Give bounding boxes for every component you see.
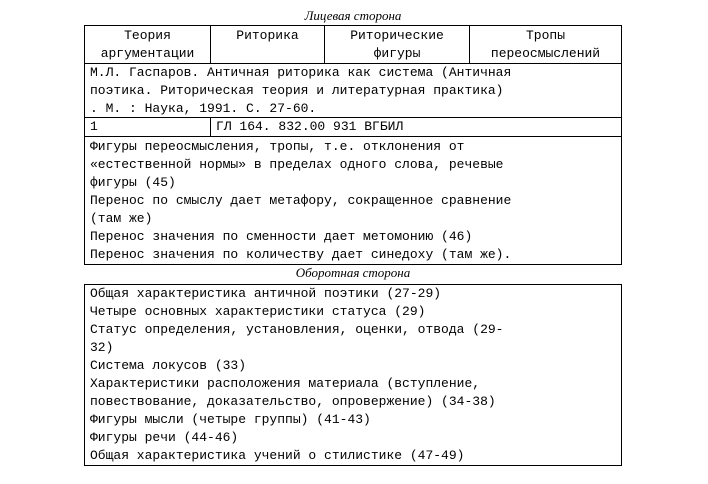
note-line: Перенос значения по количеству дает синедоху (там же). <box>90 247 512 262</box>
contents-line: Фигуры речи (44-46) <box>90 430 239 445</box>
contents-line: 32) <box>90 340 114 355</box>
front-side-caption: Лицевая сторона <box>304 8 402 23</box>
contents-line: повествование, доказательство, опровержение) (34-38) <box>90 394 496 409</box>
header-rhetoric: Риторика <box>211 26 325 63</box>
contents-line: Фигуры мысли (четыре группы) (41-43) <box>90 412 371 427</box>
contents-line: Статус определения, установления, оценки, отвода (29- <box>90 322 504 337</box>
header-argumentation-theory: Теория аргументации <box>85 26 211 63</box>
source-line: М.Л. Гаспаров. Античная риторика как система (Античная <box>90 65 512 80</box>
note-line: Перенос значения по сменности дает метомонию (46) <box>90 229 473 244</box>
back-side-caption: Оборотная сторона <box>295 265 411 280</box>
contents-line: Характеристики расположения материала (вступление, <box>90 376 481 391</box>
bibliographic-source <box>85 64 621 118</box>
contents-line: Общая характеристика античной поэтики (27-29) <box>90 286 442 301</box>
note-line: фигуры (45) <box>90 175 176 190</box>
contents-line: Четыре основных характеристики статуса (29) <box>90 304 426 319</box>
contents-line: Общая характеристика учений о стилистике (47-49) <box>90 448 465 463</box>
note-line: Перенос по смыслу дает метафору, сокращенное сравнение <box>90 193 512 208</box>
front-card <box>84 25 622 265</box>
back-contents <box>85 285 621 465</box>
card-number: 1 <box>85 118 211 136</box>
note-line: (там же) <box>90 211 153 226</box>
card-id-row <box>85 118 621 137</box>
source-line: . М. : Наука, 1991. С. 27-60. <box>90 101 317 116</box>
source-line: поэтика. Риторическая теория и литературная практика) <box>90 83 504 98</box>
front-notes <box>85 137 621 264</box>
back-card <box>84 284 622 466</box>
header-rhetorical-figures: Риторические фигуры <box>325 26 470 63</box>
note-line: «естественной нормы» в пределах одного слова, речевые <box>90 157 504 172</box>
header-tropes: Тропы переосмыслений <box>490 28 601 61</box>
shelf-code: ГЛ 164. 832.00 931 ВГБИЛ <box>216 119 404 134</box>
note-line: Фигуры переосмысления, тропы, т.е. отклонения от <box>90 139 465 154</box>
contents-line: Система локусов (33) <box>90 358 247 373</box>
category-header-row <box>85 26 621 64</box>
